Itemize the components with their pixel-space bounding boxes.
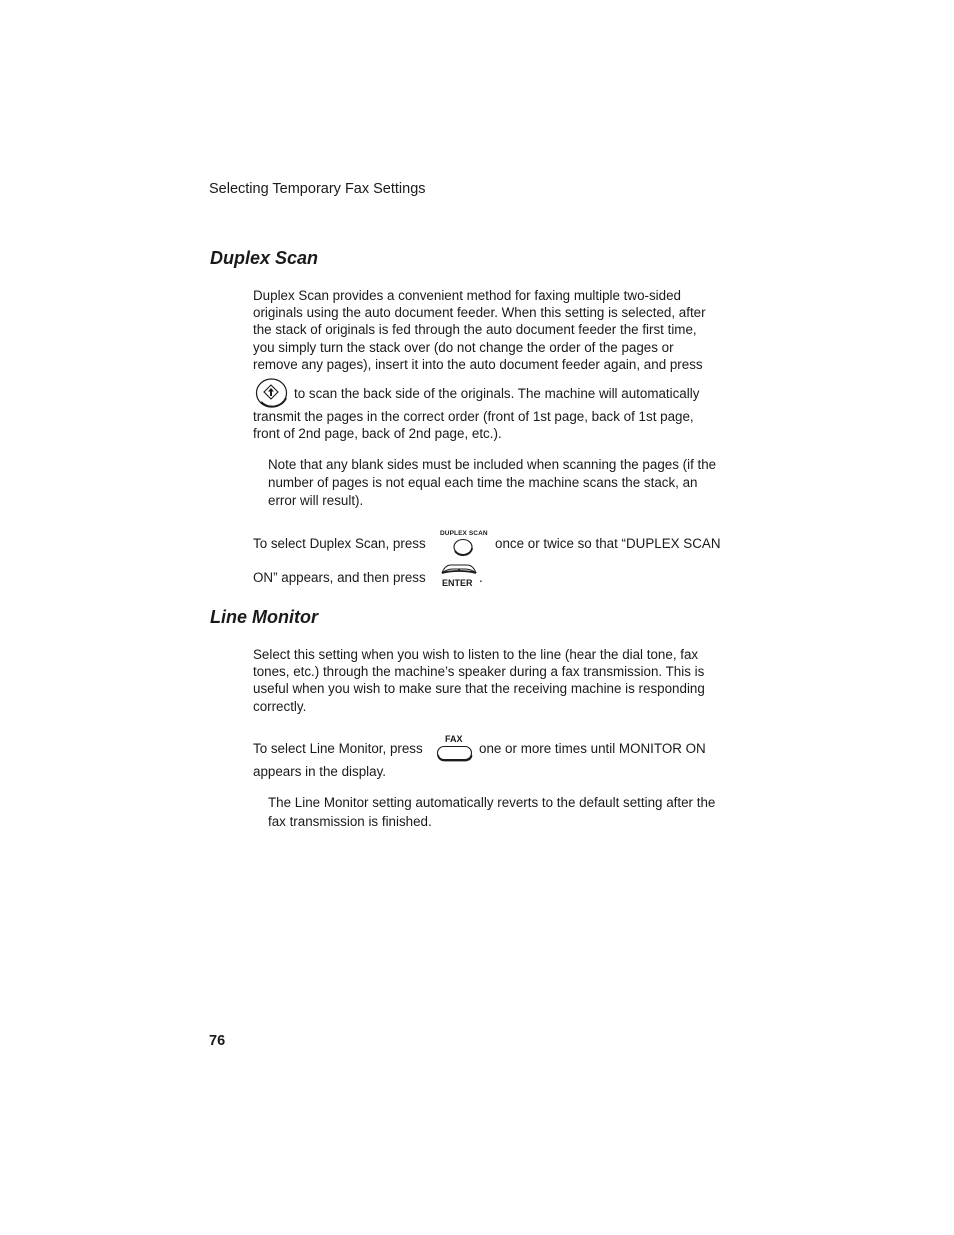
duplex-select-line2-prefix: ON” appears, and then press: [253, 570, 426, 585]
duplex-scan-note: [268, 456, 738, 511]
monitor-select-line2: appears in the display.: [253, 764, 386, 779]
section-heading-duplex-scan: Duplex Scan: [210, 248, 319, 268]
paragraph-line: transmit the pages in the correct order (front of 1st page, back of 1st page,: [253, 409, 694, 424]
enter-key-label: ENTER: [442, 578, 473, 588]
duplex-scan-key-icon: [452, 538, 474, 556]
duplex-select-suffix: once or twice so that “DUPLEX SCAN: [495, 536, 721, 551]
note-line: The Line Monitor setting automatically reverts to the default setting after the: [268, 795, 716, 810]
fax-key-label: FAX: [445, 734, 463, 744]
duplex-scan-continuation: [253, 408, 738, 442]
monitor-select-prefix: To select Line Monitor, press: [253, 741, 423, 756]
after-start-key-text: to scan the back side of the originals. The machine will automatically: [294, 386, 700, 401]
note-line: Note that any blank sides must be included when scanning the pages (if the: [268, 457, 717, 472]
duplex-scan-paragraph: [253, 287, 738, 373]
paragraph-line: originals using the auto document feeder. When this setting is selected, after: [253, 305, 706, 321]
paragraph-line: tones, etc.) through the machine’s speaker during a fax transmission. This is: [253, 664, 705, 680]
section-heading-line-monitor: Line Monitor: [210, 607, 318, 627]
fax-key-icon: [436, 745, 474, 763]
paragraph-line: front of 2nd page, back of 2nd page, etc.).: [253, 426, 502, 442]
paragraph-line: you simply turn the stack over (do not change the order of the pages or: [253, 339, 674, 355]
line-monitor-paragraph: [253, 646, 738, 715]
note-line: error will result).: [268, 493, 364, 509]
paragraph-line: useful when you wish to make sure that the receiving machine is responding: [253, 681, 705, 697]
paragraph-line: correctly.: [253, 698, 307, 714]
paragraph-line: remove any pages), insert it into the auto document feeder again, and press: [253, 356, 703, 372]
line-monitor-note: [268, 793, 738, 831]
start-key-icon: [255, 377, 289, 409]
monitor-select-suffix: one or more times until MONITOR ON: [479, 741, 706, 756]
duplex-select-prefix: To select Duplex Scan, press: [253, 536, 426, 551]
duplex-scan-key-label: DUPLEX SCAN: [440, 530, 488, 537]
duplex-select-line2-suffix: .: [479, 570, 483, 585]
page-number: 76: [209, 1033, 226, 1049]
paragraph-line: the stack of originals is fed through the auto document feeder the first time,: [253, 322, 697, 338]
enter-key-icon: [439, 563, 479, 579]
note-line: fax transmission is finished.: [268, 814, 432, 829]
paragraph-line: Duplex Scan provides a convenient method for faxing multiple two-sided: [253, 288, 681, 303]
paragraph-line: Select this setting when you wish to listen to the line (hear the dial tone, fax: [253, 647, 699, 662]
note-line: number of pages is not equal each time the machine scans the stack, an: [268, 475, 698, 491]
running-head: Selecting Temporary Fax Settings: [209, 181, 426, 197]
